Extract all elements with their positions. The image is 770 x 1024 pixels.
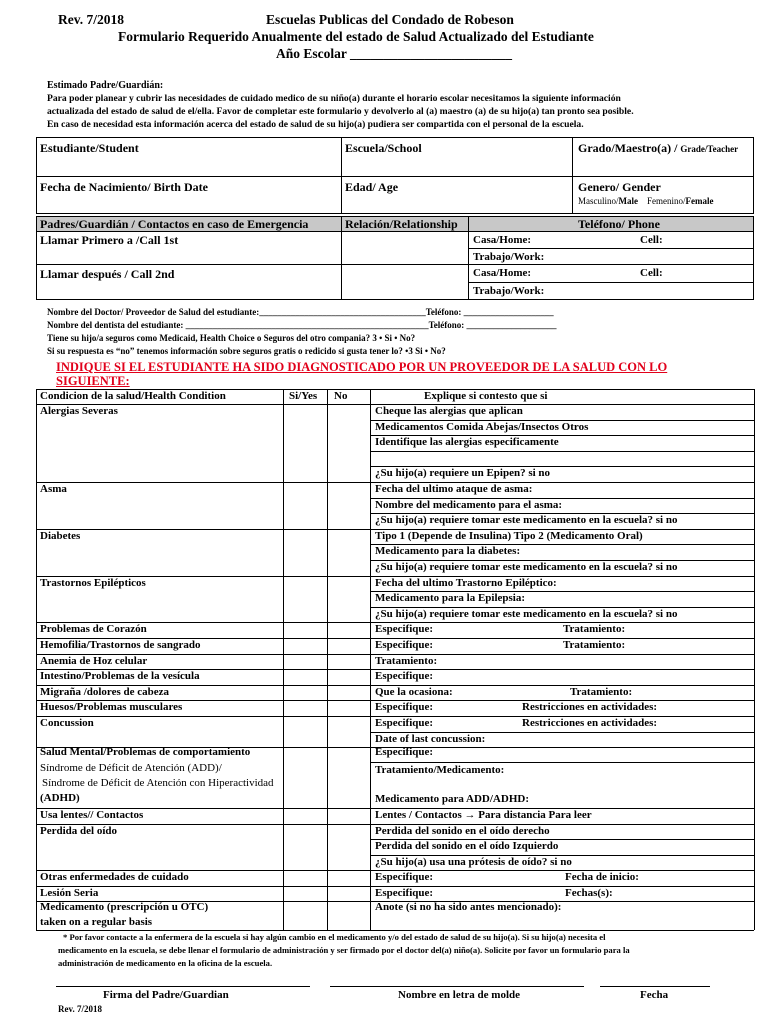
condition-explain[interactable]: Especifique: <box>375 886 434 899</box>
gender-male-text: Masculino/ <box>578 196 619 206</box>
condition-explain[interactable]: Especifique: <box>375 623 434 636</box>
condition-label: Asma <box>40 483 67 495</box>
condition-label: Hemofilia/Trastornos de sangrado <box>40 639 201 651</box>
grade-label-small: Grade/Teacher <box>680 144 739 154</box>
contact-first-home[interactable]: Casa/Home: <box>473 234 532 246</box>
condition-label: Concussion <box>40 717 94 729</box>
condition-label: Lesión Seria <box>40 886 99 899</box>
school-label[interactable]: Escuela/School <box>345 141 422 155</box>
condition-explain[interactable]: Lentes / Contactos → Para distancia Para leer <box>375 809 592 821</box>
adhd-medication[interactable]: Medicamento para ADD/ADHD: <box>375 793 529 805</box>
intro-line-2: actualizada del estado de salud de el/ella. Favor de completar este formulario y devolverlo al (a) maestro (a) de su hijo(a) tan pronto sea posible. <box>47 106 634 117</box>
contact-first-cell[interactable]: Cell: <box>640 234 663 246</box>
footer-revision: Rev. 7/2018 <box>58 1004 102 1014</box>
gender-options[interactable] <box>578 196 713 206</box>
greeting: Estimado Padre/Guardián: <box>47 80 164 91</box>
condition-explain[interactable]: Medicamento para la diabetes: <box>375 545 521 558</box>
condition-explain[interactable]: Nombre del medicamento para el asma: <box>375 498 563 511</box>
signature-label: Firma del Padre/Guardian <box>103 989 229 1001</box>
condition-explain[interactable]: ¿Su hijo(a) requiere tomar este medicamento en la escuela? si no <box>375 607 678 620</box>
dentist-name-line[interactable]: Nombre del dentista del estudiante: ______________________________________________________Teléfono: ____________________ <box>47 320 557 330</box>
condition-explain[interactable]: Fecha del ultimo ataque de asma: <box>375 483 533 495</box>
gender-female-text: Femenino/ <box>647 196 686 206</box>
header-yes: Si/Yes <box>289 390 318 402</box>
condition-explain[interactable]: Que la ocasiona: <box>375 685 453 698</box>
condition-explain[interactable]: Medicamentos Comida Abejas/Insectos Otros <box>375 420 589 433</box>
contact-first-work[interactable]: Trabajo/Work: <box>473 251 545 263</box>
doctor-name-line[interactable]: Nombre del Doctor/ Proveedor de Salud del estudiante:_____________________________________Teléfono: ____________________ <box>47 307 554 317</box>
condition-explain[interactable]: Perdida del sonido en el oído derecho <box>375 824 550 837</box>
date-label: Fecha <box>640 989 669 1001</box>
condition-explain[interactable]: Fecha del ultimo Trastorno Epiléptico: <box>375 576 557 589</box>
condition-explain[interactable]: Perdida del sonido en el oído Izquierdo <box>375 840 559 852</box>
condition-explain[interactable]: Especifique: <box>375 701 434 714</box>
gender-label: Genero/ Gender <box>578 180 661 194</box>
condition-explain[interactable]: Especifique: <box>375 670 434 683</box>
age-label[interactable]: Edad/ Age <box>345 180 399 194</box>
condition-extra[interactable]: Tratamiento: <box>563 639 626 651</box>
condition-extra[interactable]: Fecha de inicio: <box>565 871 639 883</box>
condition-label: Otras enfermedades de cuidado <box>40 871 189 883</box>
school-year-line: Año Escolar ________________________ <box>276 46 513 61</box>
footer-note-1: * Por favor contacte a la enfermera de la escuela si hay algún cambio en el medicamento y/o del estado de salud de su hijo(a). Si su hijo(a) necesita el <box>63 932 606 942</box>
condition-extra[interactable]: Fechas(s): <box>565 886 613 899</box>
page-subtitle: Formulario Requerido Anualmente del estado de Salud Actualizado del Estudiante <box>118 29 594 44</box>
header-condition: Condicion de la salud/Health Condition <box>40 390 226 402</box>
contacts-header-relationship: Relación/Relationship <box>345 217 458 231</box>
footer-note-3: administración de medicamento en la oficina de la escuela. <box>58 958 273 968</box>
footer-note-2: medicamento en la escuela, se debe llenar el formulario de administración y ser firmado por el doctor del(a) niño(a). Solicite por favor un formulario para la <box>58 945 630 955</box>
date-line[interactable] <box>600 986 710 987</box>
add-condition <box>40 762 222 774</box>
header-explain: Explique si contesto que si <box>424 390 548 402</box>
otc-medication-condition: Medicamento (prescripción u OTC) <box>40 901 209 913</box>
condition-extra[interactable]: Tratamiento: <box>563 623 626 636</box>
condition-explain[interactable]: ¿Su hijo(a) requiere tomar este medicamento en la escuela? si no <box>375 561 678 573</box>
condition-explain[interactable]: Especifique: <box>375 717 434 729</box>
condition-explain[interactable]: Date of last concussion: <box>375 732 486 745</box>
condition-label: Anemia de Hoz celular <box>40 654 148 667</box>
condition-extra[interactable]: Restricciones en actividades: <box>522 717 658 729</box>
condition-explain[interactable]: ¿Su hijo(a) requiere un Epipen? si no <box>375 467 551 480</box>
condition-label: Intestino/Problemas de la vesícula <box>40 670 200 683</box>
otc-note[interactable]: Anote (si no ha sido antes mencionado): <box>375 901 562 913</box>
contact-second-work[interactable]: Trabajo/Work: <box>473 285 545 297</box>
condition-label: Trastornos Epilépticos <box>40 576 146 589</box>
condition-explain[interactable]: Identifique las alergias especificamente <box>375 436 559 449</box>
signature-line[interactable] <box>56 986 310 987</box>
print-name-label: Nombre en letra de molde <box>398 989 520 1001</box>
condition-extra[interactable]: Tratamiento: <box>570 685 633 698</box>
condition-label: Problemas de Corazón <box>40 623 147 636</box>
contacts-header-phone: Teléfono/ Phone <box>578 217 660 231</box>
condition-label: Diabetes <box>40 529 81 542</box>
condition-explain[interactable]: Tipo 1 (Depende de Insulina) Tipo 2 (Medicamento Oral) <box>375 529 643 542</box>
gender-male-bold: Male <box>618 196 638 206</box>
condition-explain[interactable]: Cheque las alergias que aplican <box>375 405 523 417</box>
condition-explain[interactable]: Especifique: <box>375 871 434 883</box>
adhd-abbrev: (ADHD) <box>40 792 80 804</box>
condition-label: Huesos/Problemas musculares <box>40 701 183 714</box>
condition-label: Alergias Severas <box>40 405 118 417</box>
condition-extra[interactable]: Restricciones en actividades: <box>522 701 658 714</box>
print-name-line[interactable] <box>330 986 584 987</box>
condition-explain[interactable]: Medicamento para la Epilepsia: <box>375 592 526 605</box>
diagnosis-notice-line-1: INDIQUE SI EL ESTUDIANTE HA SIDO DIAGNOSTICADO POR UN PROVEEDOR DE LA SALUD CON LO <box>56 360 668 374</box>
contact-second-cell[interactable]: Cell: <box>640 267 663 279</box>
contact-first-label[interactable]: Llamar Primero a /Call 1st <box>40 233 179 247</box>
free-insurance-question[interactable]: Si su respuesta es “no” tenemos información sobre seguros gratis o redicido si gusta tener lo? •3 Si • No? <box>47 346 446 356</box>
mental-health-condition: Salud Mental/Problemas de comportamiento <box>40 746 251 758</box>
gender-female-bold: Female <box>685 196 714 206</box>
condition-explain[interactable]: Tratamiento: <box>375 654 438 667</box>
condition-explain[interactable]: ¿Su hijo(a) usa una prótesis de oído? si no <box>375 855 572 868</box>
insurance-question[interactable]: Tiene su hijo/a seguros como Medicaid, Health Choice o Seguros del otro compania? 3 • Si • No? <box>47 333 416 343</box>
intro-line-3: En caso de necesidad esta información acerca del estado de salud de su hijo(a) pudiera ser compartida con el personal de la escuela. <box>47 119 584 130</box>
grade-teacher-label[interactable] <box>578 141 738 156</box>
condition-label: Perdida del oído <box>40 824 118 837</box>
diagnosis-notice-line-2: SIGUIENTE: <box>56 374 130 388</box>
student-name-label[interactable]: Estudiante/Student <box>40 141 139 155</box>
intro-line-1: Para poder planear y cubrir las necesidades de cuidado medico de su niño(a) durante el horario escolar necesitamos la siguiente información <box>47 93 621 104</box>
adhd-condition: Síndrome de Déficit de Atención con Hiperactividad <box>42 777 274 789</box>
condition-explain[interactable]: ¿Su hijo(a) requiere tomar este medicamento en la escuela? si no <box>375 514 678 527</box>
mental-specify[interactable]: Especifique: <box>375 746 434 758</box>
page-title: Escuelas Publicas del Condado de Robeson <box>266 12 514 27</box>
birth-date-label[interactable]: Fecha de Nacimiento/ Birth Date <box>40 180 208 194</box>
otc-regular-basis: taken on a regular basis <box>40 916 153 928</box>
grade-label-text: Grado/Maestro(a) / <box>578 141 678 155</box>
contacts-header-guardian: Padres/Guardián / Contactos en caso de Emergencia <box>40 217 309 231</box>
revision-label: Rev. 7/2018 <box>58 12 124 27</box>
condition-label: Migraña /dolores de cabeza <box>40 685 170 698</box>
header-no: No <box>334 390 348 402</box>
condition-label: Usa lentes// Contactos <box>40 809 144 821</box>
condition-explain[interactable]: Especifique: <box>375 639 434 651</box>
contact-second-home[interactable]: Casa/Home: <box>473 267 532 279</box>
add-condition-text: Síndrome de Déficit de Atención (ADD)/ <box>40 762 222 774</box>
contact-second-label[interactable]: Llamar después / Call 2nd <box>40 267 175 281</box>
mental-treatment[interactable]: Tratamiento/Medicamento: <box>375 764 505 776</box>
